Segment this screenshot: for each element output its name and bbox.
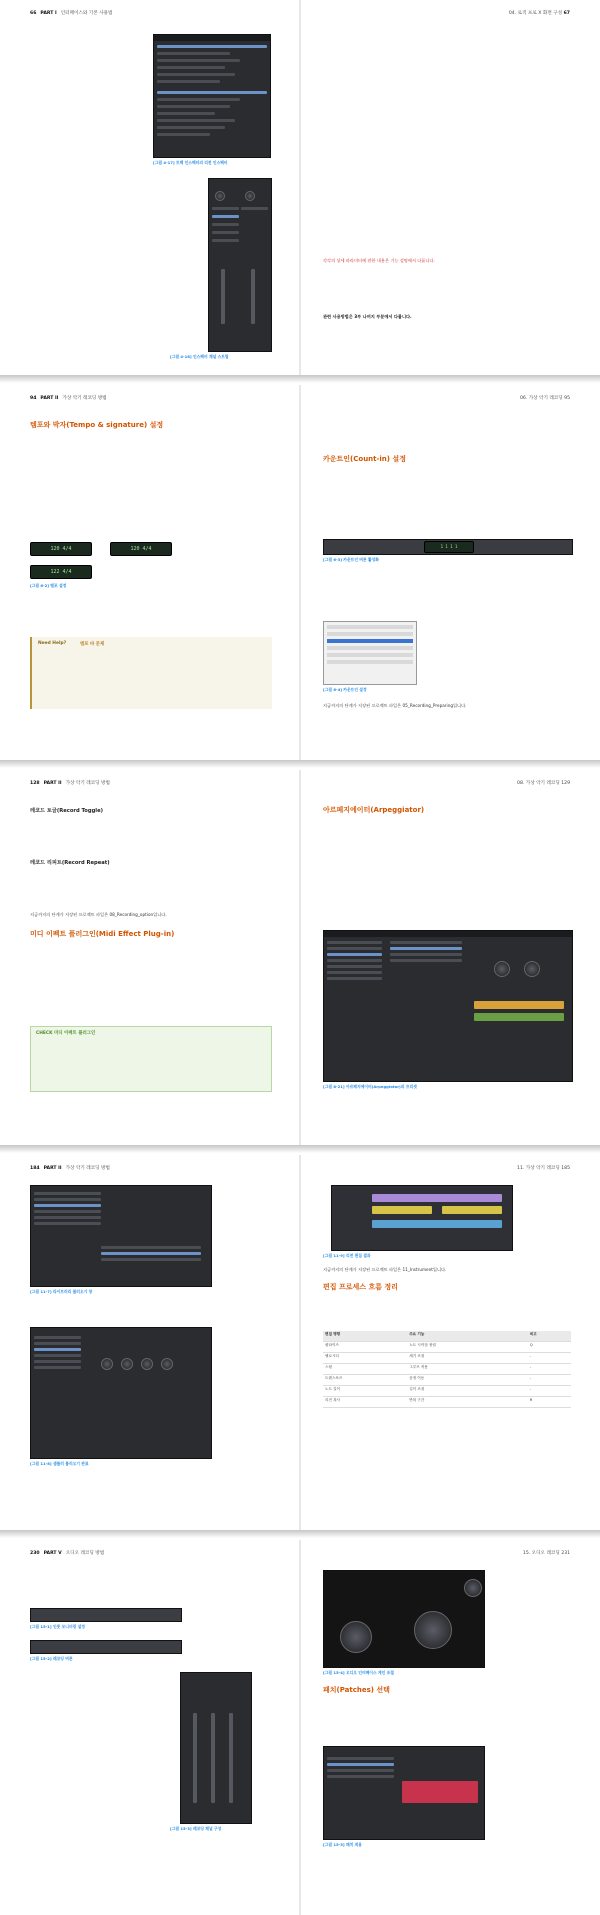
subheading: 레코드 토글(Record Toggle) bbox=[30, 808, 103, 814]
part-label: PART II bbox=[43, 781, 62, 786]
page-left bbox=[0, 770, 299, 1145]
bullet-list bbox=[34, 872, 270, 902]
figure-caption: [그림 11-7] 라이브러리 불러오기 창 bbox=[30, 1289, 93, 1294]
figure-caption: [그림 11-8] 샘플러 불러오기 완료 bbox=[30, 1461, 89, 1466]
section-label: 11. 가상 악기 레코딩 185 bbox=[517, 1166, 570, 1171]
running-head bbox=[30, 1549, 269, 1558]
page-left bbox=[0, 1540, 299, 1915]
running-head bbox=[30, 1164, 269, 1173]
running-head bbox=[30, 394, 269, 403]
body-text bbox=[323, 34, 571, 244]
body-text bbox=[30, 1572, 270, 1602]
closing-line: 관련 사용방법은 3부 나머지 부분에서 다룹니다. bbox=[323, 314, 412, 319]
part-label: PART II bbox=[43, 1166, 62, 1171]
table-header-cell: 편집 명령 bbox=[323, 1331, 407, 1342]
body-text bbox=[323, 822, 571, 922]
page-number: 128 bbox=[30, 781, 40, 786]
figure-caption: [그림 15-2] 레코딩 버튼 bbox=[30, 1656, 73, 1661]
figure-caption: [그림 4-17] 트랙 인스펙터의 리전 인스펙터 bbox=[153, 160, 228, 165]
tip-title: Need Help? bbox=[38, 641, 67, 646]
section-label: 인터페이스와 기본 사용법 bbox=[60, 11, 113, 16]
page-number: 184 bbox=[30, 1166, 40, 1171]
body-text bbox=[30, 1672, 170, 1822]
callout-title: CHECK 미디 이펙트 플러그인 bbox=[36, 1031, 96, 1036]
section-heading: 템포와 박자(Tempo & signature) 설정 bbox=[30, 421, 164, 429]
table-row: 퀀타이즈 노트 시작점 정렬 Q bbox=[323, 1342, 571, 1353]
table-row: 벨로시티 세기 조절 - bbox=[323, 1353, 571, 1364]
body-text bbox=[323, 1856, 571, 1896]
section-heading: 편집 프로세스 흐름 정리 bbox=[323, 1283, 398, 1291]
section-heading: 아르페지에이터(Arpeggiator) bbox=[323, 806, 425, 814]
figure-caption: [그림 15-5] 패치 적용 bbox=[323, 1842, 362, 1847]
figure-caption: [그림 11-9] 리전 편집 결과 bbox=[323, 1253, 371, 1258]
tip-subtitle: 템포 바 문제 bbox=[80, 642, 105, 647]
mixer-screenshot bbox=[180, 1672, 252, 1824]
table-header-cell: 주요 기능 bbox=[407, 1331, 528, 1342]
body-text bbox=[30, 1840, 270, 1900]
tempo-display: 120 4/4 bbox=[110, 542, 172, 556]
section-label: 가상 악기 레코딩 방법 bbox=[65, 1166, 110, 1171]
part-label: PART V bbox=[43, 1551, 62, 1556]
channel-strip-screenshot bbox=[208, 178, 272, 352]
spread-3 bbox=[0, 770, 600, 1145]
section-label: 오디오 레코딩 방법 bbox=[65, 1551, 105, 1556]
summary-table bbox=[323, 1331, 571, 1408]
table-row: 리전 복사 반복 구간 R bbox=[323, 1397, 571, 1408]
body-text bbox=[323, 571, 571, 615]
inspector-screenshot bbox=[153, 34, 271, 158]
spread-2 bbox=[0, 385, 600, 760]
channel-strip-labels bbox=[140, 178, 204, 348]
figure-caption: [그림 8-21] 아르페지에이터(Arpeggiator)의 프리셋 bbox=[323, 1084, 417, 1089]
part-label: PART I bbox=[40, 11, 57, 16]
spread-1 bbox=[0, 0, 600, 375]
section-label: 가상 악기 레코딩 방법 bbox=[62, 396, 107, 401]
running-head bbox=[331, 1164, 570, 1173]
page-right bbox=[301, 1155, 600, 1530]
section-heading: 미디 이펙트 플러그인(Midi Effect Plug-in) bbox=[30, 930, 175, 938]
library-screenshot bbox=[30, 1185, 212, 1287]
figure-caption: [그림 15-3] 레코딩 채널 구성 bbox=[170, 1826, 222, 1831]
figure-caption: [그림 6-3] 카운트인 버튼 활성화 bbox=[323, 557, 379, 562]
file-line: 지금까지의 단계가 저장된 프로젝트 파일은 11_Instrument입니다. bbox=[323, 1267, 447, 1272]
count-in-menu bbox=[323, 621, 417, 685]
tip-box bbox=[30, 637, 272, 709]
body-text bbox=[30, 1301, 270, 1321]
body-text bbox=[30, 599, 270, 631]
running-head bbox=[331, 394, 570, 403]
body-text bbox=[30, 34, 148, 144]
closing-line: 지금까지의 단계가 저장된 프로젝트 파일은 05_Recording_Preparing입니다. bbox=[323, 703, 467, 708]
page-left bbox=[0, 1155, 299, 1530]
part-label: PART II bbox=[40, 396, 59, 401]
figure-caption: [그림 15-4] 오디오 인터페이스 게인 조절 bbox=[323, 1670, 394, 1675]
body-text bbox=[30, 946, 270, 1020]
figure-caption: [그림 6-4] 카운트인 설정 bbox=[323, 687, 367, 692]
page-number: 67 bbox=[563, 11, 570, 16]
section-label: 08. 가상 악기 레코딩 129 bbox=[517, 781, 570, 786]
body-text bbox=[323, 1702, 571, 1740]
table-row: 노트 길이 길이 조절 - bbox=[323, 1386, 571, 1397]
page-left bbox=[0, 385, 299, 760]
sampler-screenshot bbox=[30, 1327, 212, 1459]
table-header-cell: 비고 bbox=[528, 1331, 571, 1342]
figure-caption: [그림 6-2] 템포 설정 bbox=[30, 583, 67, 588]
section-label: 15. 오디오 레코딩 231 bbox=[522, 1551, 570, 1556]
running-head bbox=[331, 1549, 570, 1558]
section-label: 가상 악기 레코딩 방법 bbox=[65, 781, 110, 786]
subheading: 레코드 리피트(Record Repeat) bbox=[30, 860, 110, 866]
count-in-toolbar: 1 1 1 1 bbox=[323, 539, 573, 555]
paragraph bbox=[30, 34, 148, 40]
interface-photo bbox=[323, 1570, 485, 1668]
page-right bbox=[301, 0, 600, 375]
section-heading: 패치(Patches) 선택 bbox=[323, 1686, 390, 1694]
figure-caption: [그림 4-18] 인스펙터 채널 스트립 bbox=[170, 354, 229, 359]
input-monitor-bar bbox=[30, 1608, 182, 1622]
file-line: 지금까지의 단계가 저장된 프로젝트 파일은 08_Recording_option입니다. bbox=[30, 912, 167, 917]
running-head bbox=[30, 9, 269, 18]
page-number: 66 bbox=[30, 11, 37, 16]
page-number: 230 bbox=[30, 1551, 40, 1556]
page-right bbox=[301, 770, 600, 1145]
section-heading: 카운트인(Count-in) 설정 bbox=[323, 455, 406, 463]
patch-screenshot bbox=[323, 1746, 485, 1840]
page-number: 94 bbox=[30, 396, 37, 401]
page-left bbox=[0, 0, 299, 375]
page-right bbox=[301, 1540, 600, 1915]
spread-5 bbox=[0, 1540, 600, 1915]
running-head bbox=[331, 9, 570, 18]
page-right bbox=[301, 385, 600, 760]
tempo-display: 120 4/4 bbox=[30, 542, 92, 556]
record-button-bar bbox=[30, 1640, 182, 1654]
body-text bbox=[323, 1297, 571, 1327]
highlight-line: 각각의 상세 파라미터에 관한 내용은 기능 설명에서 다룹니다. bbox=[323, 258, 435, 263]
check-callout bbox=[30, 1026, 272, 1092]
table-header-row bbox=[323, 1331, 571, 1342]
bullet-list bbox=[34, 820, 270, 854]
body-text bbox=[323, 469, 571, 533]
section-label: 06. 가상 악기 레코딩 95 bbox=[519, 396, 570, 401]
body-text bbox=[323, 419, 571, 449]
regions-screenshot bbox=[331, 1185, 513, 1251]
spread-4 bbox=[0, 1155, 600, 1530]
table-row: 스윙 그루브 적용 - bbox=[323, 1364, 571, 1375]
table-row: 트랜스포즈 음정 이동 - bbox=[323, 1375, 571, 1386]
body-text bbox=[30, 435, 270, 535]
body-text bbox=[30, 175, 142, 315]
running-head bbox=[30, 779, 269, 788]
running-head bbox=[331, 779, 570, 788]
figure-caption: [그림 15-1] 인풋 모니터링 설정 bbox=[30, 1624, 85, 1629]
tempo-display: 122 4/4 bbox=[30, 565, 92, 579]
section-label: 04. 로직 프로 X 화면 구성 bbox=[508, 11, 563, 16]
arpeggiator-screenshot bbox=[323, 930, 573, 1082]
